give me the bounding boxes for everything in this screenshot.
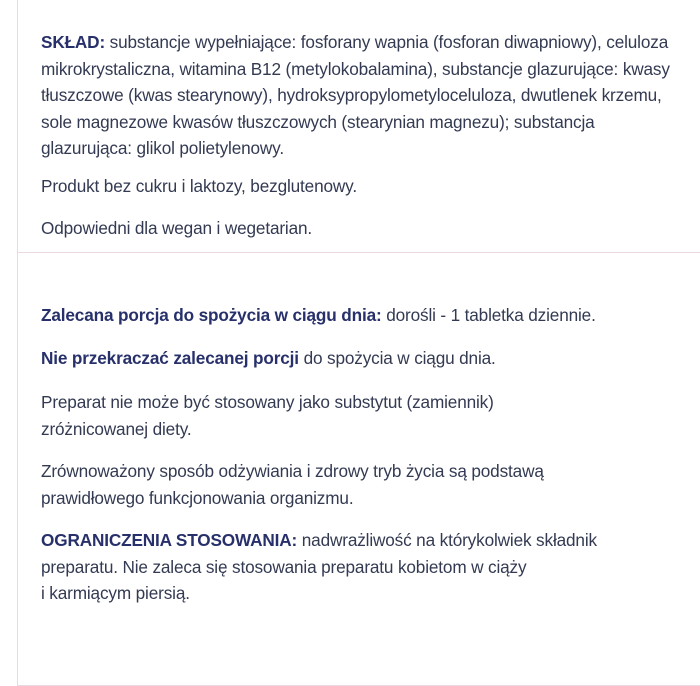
do-not-exceed-text: do spożycia w ciągu dnia. bbox=[298, 348, 496, 368]
dosage-label: Zalecana porcja do spożycia w ciągu dnia: bbox=[41, 305, 382, 325]
dosage-paragraph bbox=[41, 302, 681, 329]
restrictions-line-1: nadwrażliwość na którykolwiek składnik bbox=[297, 530, 597, 550]
dosage-section bbox=[41, 302, 681, 329]
free-from-note bbox=[41, 173, 681, 200]
substitute-paragraph bbox=[41, 389, 681, 442]
composition-section bbox=[41, 29, 681, 162]
composition-text-line-5: glazurująca: glikol polietylenowy. bbox=[41, 138, 284, 158]
restrictions-line-2: preparatu. Nie zaleca się stosowania preparatu kobietom w ciąży bbox=[41, 556, 527, 577]
free-from-text: Produkt bez cukru i laktozy, bezglutenowy. bbox=[41, 176, 357, 196]
do-not-exceed-section bbox=[41, 345, 681, 372]
composition-text-line-1: substancje wypełniające: fosforany wapnia (fosforan diwapniowy), celuloza bbox=[105, 32, 669, 52]
restrictions-line-3: i karmiącym piersią. bbox=[41, 583, 190, 603]
composition-label: SKŁAD: bbox=[41, 32, 106, 52]
restrictions-paragraph bbox=[41, 527, 681, 607]
balanced-diet-line-1: Zrównoważony sposób odżywiania i zdrowy tryb życia są podstawą bbox=[41, 461, 544, 481]
substitute-warning bbox=[41, 389, 681, 442]
dosage-text: dorośli - 1 tabletka dziennie. bbox=[381, 305, 596, 325]
suitable-for-note bbox=[41, 215, 681, 242]
substitute-line-2: zróżnicowanej diety. bbox=[41, 418, 192, 439]
balanced-diet-note bbox=[41, 458, 681, 511]
do-not-exceed-paragraph bbox=[41, 345, 681, 372]
balanced-diet-paragraph bbox=[41, 458, 681, 511]
suitable-for-text: Odpowiedni dla wegan i wegetarian. bbox=[41, 218, 313, 238]
do-not-exceed-label: Nie przekraczać zalecanej porcji bbox=[41, 348, 299, 368]
composition-text-line-2: mikrokrystaliczna, witamina B12 (metylokobalamina), substancje glazurujące: kwasy bbox=[41, 58, 670, 79]
composition-text-line-4: sole magnezowe kwasów tłuszczowych (stearynian magnezu); substancja bbox=[41, 111, 595, 132]
substitute-line-1: Preparat nie może być stosowany jako substytut (zamiennik) bbox=[41, 392, 494, 412]
restrictions-section bbox=[41, 527, 681, 607]
composition-paragraph bbox=[41, 29, 681, 162]
composition-text-line-3: tłuszczowe (kwas stearynowy), hydroksypropylometyloceluloza, dwutlenek krzemu, bbox=[41, 85, 662, 105]
balanced-diet-line-2: prawidłowego funkcjonowania organizmu. bbox=[41, 487, 354, 508]
restrictions-label: OGRANICZENIA STOSOWANIA: bbox=[41, 530, 298, 550]
